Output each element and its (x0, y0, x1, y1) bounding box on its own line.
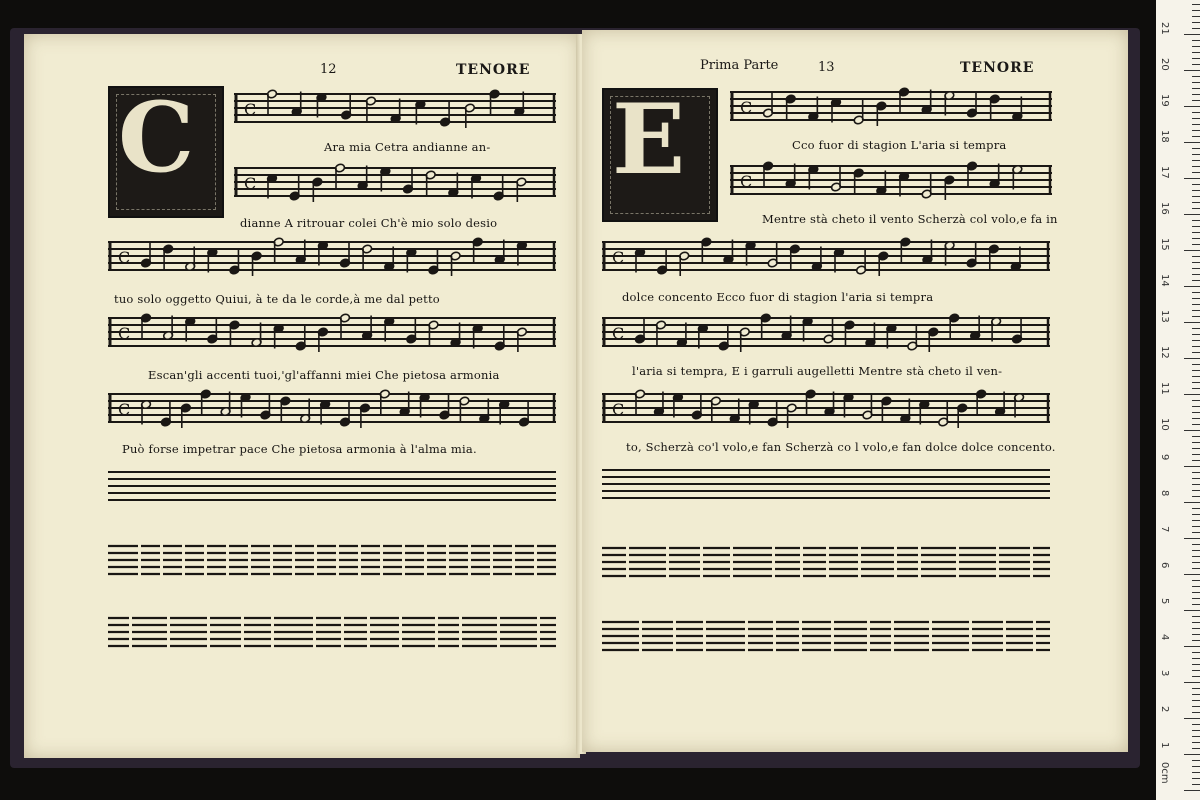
svg-text:C: C (244, 100, 257, 119)
left-staff-3 (108, 234, 556, 282)
svg-text:C: C (244, 174, 257, 193)
ruler-tick (1192, 544, 1200, 545)
ruler-label: 2 (1159, 706, 1170, 713)
woodcut-initial-right (602, 83, 718, 222)
ruler-tick (1192, 304, 1200, 305)
ruler-tick (1192, 58, 1200, 59)
right-staff-5 (602, 386, 1050, 432)
ruler-tick (1192, 316, 1200, 317)
ruler-tick (1184, 34, 1200, 35)
ruler-tick (1192, 244, 1200, 245)
right-lyric-5: to, Scherzà co'l volo,e fan Scherzà co l volo,e fan dolce dolce concento. (626, 440, 1056, 454)
ruler-tick (1192, 412, 1200, 413)
ruler-tick (1192, 220, 1200, 221)
left-staff-5 (108, 386, 556, 432)
left-staff-4 (108, 310, 556, 356)
ruler-tick (1192, 28, 1200, 29)
ruler-tick (1192, 232, 1200, 233)
left-empty-staff-3 (108, 610, 556, 656)
ruler-tick (1192, 172, 1200, 173)
ruler-tick (1192, 652, 1200, 653)
svg-text:C: C (740, 172, 753, 191)
initial-letter-right: E (612, 83, 686, 196)
ruler-label: 9 (1159, 454, 1170, 461)
ruler-tick (1192, 760, 1200, 761)
ruler-tick (1184, 466, 1200, 467)
ruler-tick (1192, 472, 1200, 473)
ruler-tick (1192, 700, 1200, 701)
right-lyric-3: dolce concento Ecco fuor di stagion l'aria si tempra (622, 290, 934, 304)
ruler-tick (1192, 766, 1200, 767)
left-voice-part: TENORE (456, 62, 531, 78)
ruler-label: 11 (1159, 382, 1170, 395)
ruler-tick (1192, 694, 1200, 695)
ruler-tick (1192, 16, 1200, 17)
ruler-tick (1192, 742, 1200, 743)
ruler-label: 20 (1159, 58, 1170, 71)
ruler-tick (1192, 238, 1200, 239)
ruler-label: 12 (1159, 346, 1170, 359)
left-lyric-1: Ara mia Cetra andianne an- (324, 140, 491, 154)
ruler-tick (1192, 130, 1200, 131)
ruler-tick (1192, 112, 1200, 113)
ruler-tick (1192, 124, 1200, 125)
ruler-label: 18 (1159, 130, 1170, 143)
ruler-tick (1192, 460, 1200, 461)
ruler-label: 4 (1159, 634, 1170, 641)
ruler-tick (1192, 166, 1200, 167)
ruler-tick (1192, 382, 1200, 383)
ruler-label: 3 (1159, 670, 1170, 677)
right-page-number: 13 (818, 60, 835, 75)
ruler-tick (1192, 484, 1200, 485)
ruler-tick (1192, 10, 1200, 11)
ruler-tick (1192, 400, 1200, 401)
ruler-tick (1192, 82, 1200, 83)
ruler-tick (1192, 424, 1200, 425)
ruler-label: 17 (1159, 166, 1170, 179)
ruler-tick (1192, 688, 1200, 689)
ruler-tick (1192, 310, 1200, 311)
right-lyric-2: Mentre stà cheto il vento Scherzà col volo,e fa in (762, 212, 1058, 226)
right-empty-staff-3 (602, 614, 1050, 660)
ruler-tick (1184, 430, 1200, 431)
ruler-tick (1192, 622, 1200, 623)
ruler-tick (1192, 604, 1200, 605)
ruler-tick (1192, 274, 1200, 275)
ruler-tick (1192, 628, 1200, 629)
left-empty-staff-2 (108, 538, 556, 584)
ruler-tick (1192, 52, 1200, 53)
ruler-tick (1192, 118, 1200, 119)
ruler-tick (1192, 706, 1200, 707)
measurement-ruler (1156, 0, 1200, 800)
ruler-tick (1184, 394, 1200, 395)
ruler-tick (1192, 490, 1200, 491)
ruler-tick (1192, 46, 1200, 47)
ruler-tick (1192, 22, 1200, 23)
ruler-tick (1192, 292, 1200, 293)
ruler-tick (1192, 616, 1200, 617)
ruler-tick (1192, 364, 1200, 365)
ruler-label: 13 (1159, 310, 1170, 323)
ruler-tick (1184, 286, 1200, 287)
right-staff-1 (730, 84, 1052, 130)
right-page (582, 30, 1128, 752)
ruler-tick (1192, 496, 1200, 497)
ruler-tick (1184, 718, 1200, 719)
ruler-tick (1184, 682, 1200, 683)
right-empty-staff-2 (602, 540, 1050, 586)
ruler-tick (1184, 142, 1200, 143)
ruler-tick (1192, 724, 1200, 725)
ruler-tick (1192, 454, 1200, 455)
svg-text:C: C (612, 400, 625, 419)
svg-text:C: C (612, 324, 625, 343)
ruler-tick (1192, 526, 1200, 527)
ruler-tick (1192, 196, 1200, 197)
ruler-tick (1192, 346, 1200, 347)
ruler-tick (1192, 634, 1200, 635)
ruler-tick (1192, 184, 1200, 185)
svg-text:C: C (118, 248, 131, 267)
left-empty-staff-1 (108, 464, 556, 510)
ruler-tick (1184, 250, 1200, 251)
ruler-tick (1192, 748, 1200, 749)
ruler-tick (1184, 574, 1200, 575)
ruler-tick (1192, 76, 1200, 77)
ruler-label: 1 (1159, 742, 1170, 749)
ruler-tick (1184, 790, 1200, 791)
ruler-tick (1192, 478, 1200, 479)
right-staff-4 (602, 310, 1050, 356)
ruler-tick (1192, 160, 1200, 161)
ruler-tick (1192, 598, 1200, 599)
ruler-tick (1192, 592, 1200, 593)
ruler-tick (1192, 256, 1200, 257)
ruler-tick (1192, 40, 1200, 41)
svg-text:C: C (612, 248, 625, 267)
ruler-tick (1192, 436, 1200, 437)
ruler-tick (1192, 784, 1200, 785)
ruler-tick (1192, 676, 1200, 677)
ruler-tick (1192, 154, 1200, 155)
left-page-number: 12 (320, 62, 337, 77)
svg-text:C: C (740, 98, 753, 117)
ruler-tick (1192, 712, 1200, 713)
ruler-label: 14 (1159, 274, 1170, 287)
right-empty-staff-1 (602, 462, 1050, 508)
left-lyric-2: dianne A ritrouar colei Ch'è mio solo desio (240, 216, 498, 230)
ruler-tick (1192, 568, 1200, 569)
ruler-tick (1192, 772, 1200, 773)
ruler-label: 5 (1159, 598, 1170, 605)
ruler-tick (1184, 610, 1200, 611)
left-lyric-4: Escan'gli accenti tuoi,'gl'affanni miei Che pietosa armonia (148, 368, 500, 382)
ruler-tick (1184, 106, 1200, 107)
ruler-label: 7 (1159, 526, 1170, 533)
left-staff-1 (234, 86, 556, 132)
ruler-tick (1192, 442, 1200, 443)
ruler-label: 6 (1159, 562, 1170, 569)
ruler-tick (1192, 736, 1200, 737)
woodcut-initial-left (108, 81, 224, 218)
left-lyric-3: tuo solo oggetto Quiui, à te da le corde,à me dal petto (114, 292, 440, 306)
right-staff-3 (602, 234, 1050, 280)
ruler-label: 10 (1159, 418, 1170, 431)
ruler-tick (1192, 94, 1200, 95)
ruler-tick (1192, 88, 1200, 89)
ruler-tick (1192, 298, 1200, 299)
ruler-tick (1184, 322, 1200, 323)
ruler-label: 19 (1159, 94, 1170, 107)
ruler-tick (1192, 580, 1200, 581)
ruler-tick (1192, 226, 1200, 227)
ruler-tick (1192, 136, 1200, 137)
ruler-tick (1192, 370, 1200, 371)
ruler-tick (1192, 640, 1200, 641)
ruler-tick (1192, 658, 1200, 659)
left-staff-2 (234, 160, 556, 206)
ruler-tick (1192, 100, 1200, 101)
ruler-tick (1192, 730, 1200, 731)
svg-text:C: C (118, 400, 131, 419)
ruler-tick (1192, 64, 1200, 65)
ruler-tick (1192, 280, 1200, 281)
ruler-label: 8 (1159, 490, 1170, 497)
ruler-tick (1184, 646, 1200, 647)
ruler-tick (1192, 148, 1200, 149)
right-staff-2 (730, 158, 1052, 204)
ruler-tick (1192, 514, 1200, 515)
ruler-tick (1184, 754, 1200, 755)
ruler-tick (1184, 538, 1200, 539)
ruler-tick (1192, 532, 1200, 533)
ruler-tick (1192, 208, 1200, 209)
ruler-tick (1192, 340, 1200, 341)
right-lyric-1: Cco fuor di stagion L'aria si tempra (792, 138, 1007, 152)
ruler-label: 21 (1159, 22, 1170, 35)
ruler-tick (1192, 262, 1200, 263)
ruler-tick (1184, 502, 1200, 503)
ruler-tick (1184, 70, 1200, 71)
ruler-tick (1192, 328, 1200, 329)
ruler-tick (1192, 448, 1200, 449)
ruler-tick (1184, 178, 1200, 179)
right-section-title: Prima Parte (700, 58, 779, 73)
ruler-tick (1192, 268, 1200, 269)
ruler-tick (1192, 778, 1200, 779)
ruler-tick (1192, 4, 1200, 5)
ruler-tick (1192, 190, 1200, 191)
ruler-tick (1192, 670, 1200, 671)
ruler-label: 15 (1159, 238, 1170, 251)
initial-letter-left: C (118, 81, 195, 194)
ruler-tick (1184, 214, 1200, 215)
right-voice-part: TENORE (960, 60, 1035, 76)
ruler-tick (1192, 520, 1200, 521)
ruler-tick (1184, 358, 1200, 359)
ruler-tick (1192, 376, 1200, 377)
ruler-tick (1192, 550, 1200, 551)
ruler-tick (1192, 388, 1200, 389)
ruler-tick (1192, 202, 1200, 203)
ruler-tick (1192, 334, 1200, 335)
ruler-tick (1192, 664, 1200, 665)
ruler-tick (1192, 586, 1200, 587)
right-lyric-4: l'aria si tempra, E i garruli augelletti Mentre stà cheto il ven- (632, 364, 1003, 378)
left-page (24, 34, 580, 758)
left-lyric-5: Può forse impetrar pace Che pietosa armonia à l'alma mia. (122, 442, 477, 456)
ruler-tick (1192, 556, 1200, 557)
ruler-tick (1192, 352, 1200, 353)
ruler-tick (1192, 418, 1200, 419)
ruler-tick (1192, 562, 1200, 563)
ruler-tick (1192, 406, 1200, 407)
ruler-tick (1192, 508, 1200, 509)
ruler-label: 16 (1159, 202, 1170, 215)
ruler-label: 0cm (1159, 762, 1170, 784)
svg-text:C: C (118, 324, 131, 343)
